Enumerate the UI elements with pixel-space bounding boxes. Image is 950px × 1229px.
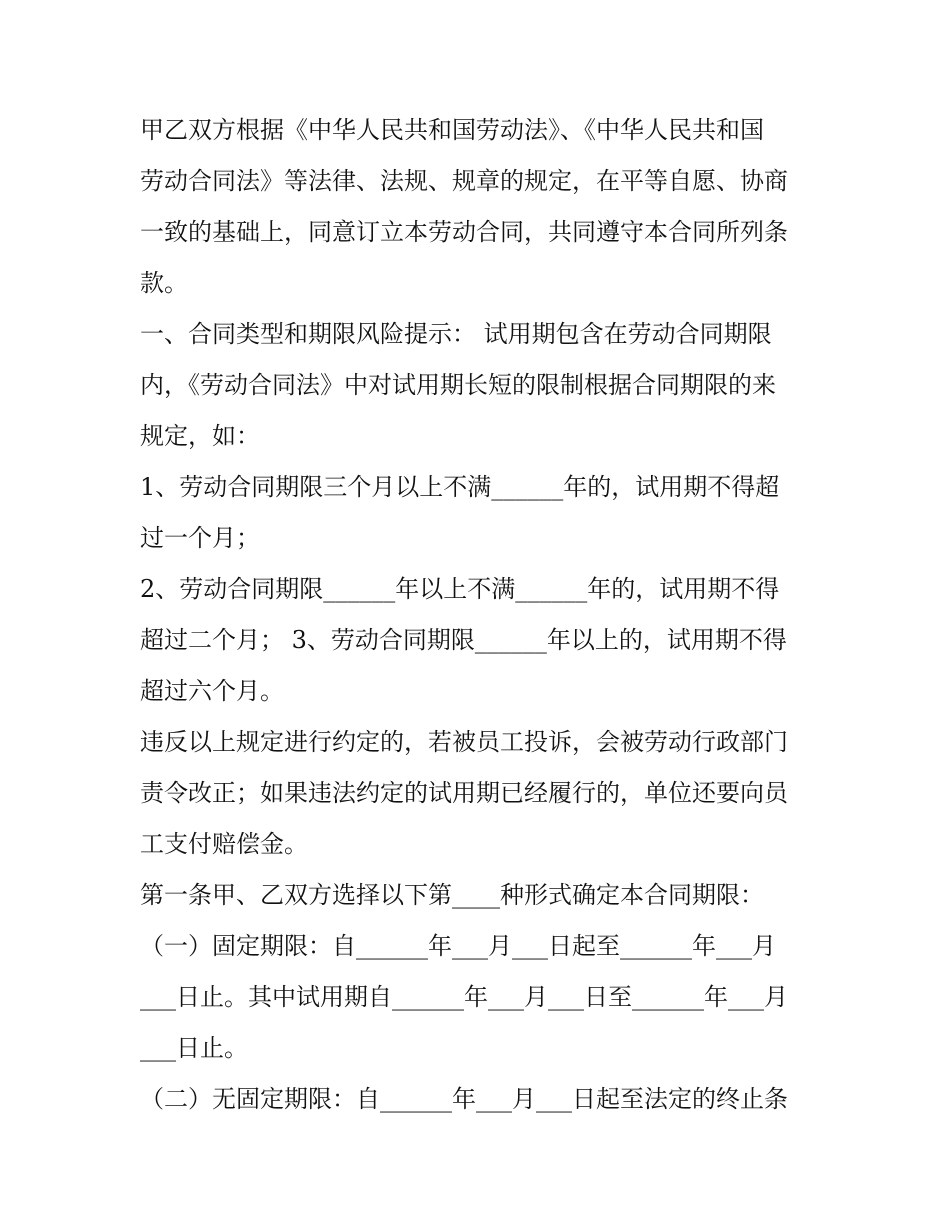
paragraph-line: （二）无固定期限：自______年___月___日起至法定的终止条 (140, 1085, 788, 1113)
paragraph-line: 工支付赔偿金。 (140, 830, 308, 858)
paragraph-line: ___日止。其中试用期自______年___月___日至______年___月 (140, 983, 788, 1011)
paragraph-line: 2、劳动合同期限______年以上不满______年的，试用期不得 (140, 575, 780, 603)
paragraph-line: 违反以上规定进行约定的，若被员工投诉，会被劳动行政部门 (140, 728, 788, 756)
paragraph-line: 超过二个月； 3、劳动合同期限______年以上的，试用期不得 (140, 626, 787, 654)
paragraph-line: 过一个月； (140, 524, 260, 552)
paragraph-line: 第一条甲、乙双方选择以下第____种形式确定本合同期限： (140, 881, 764, 909)
paragraph-line: 劳动合同法》等法律、法规、规章的规定，在平等自愿、协商 (140, 167, 788, 195)
paragraph-line: 一、合同类型和期限风险提示： 试用期包含在劳动合同期限 (140, 320, 772, 348)
paragraph-line: （一）固定期限：自______年___月___日起至______年___月 (140, 932, 776, 960)
paragraph-line: 规定，如： (140, 422, 260, 450)
paragraph-line: 甲乙双方根据《中华人民共和国劳动法》、《中华人民共和国 (140, 116, 764, 144)
paragraph-line: 1、劳动合同期限三个月以上不满______年的，试用期不得超 (140, 473, 780, 501)
paragraph-line: ___日止。 (140, 1034, 248, 1062)
paragraph-line: 一致的基础上，同意订立本劳动合同，共同遵守本合同所列条 (140, 218, 788, 246)
paragraph-line: 超过六个月。 (140, 677, 284, 705)
paragraph-line: 内，《劳动合同法》中对试用期长短的限制根据合同期限的来 (140, 371, 776, 399)
paragraph-line: 款。 (140, 269, 188, 297)
paragraph-line: 责令改正；如果违法约定的试用期已经履行的，单位还要向员 (140, 779, 788, 807)
